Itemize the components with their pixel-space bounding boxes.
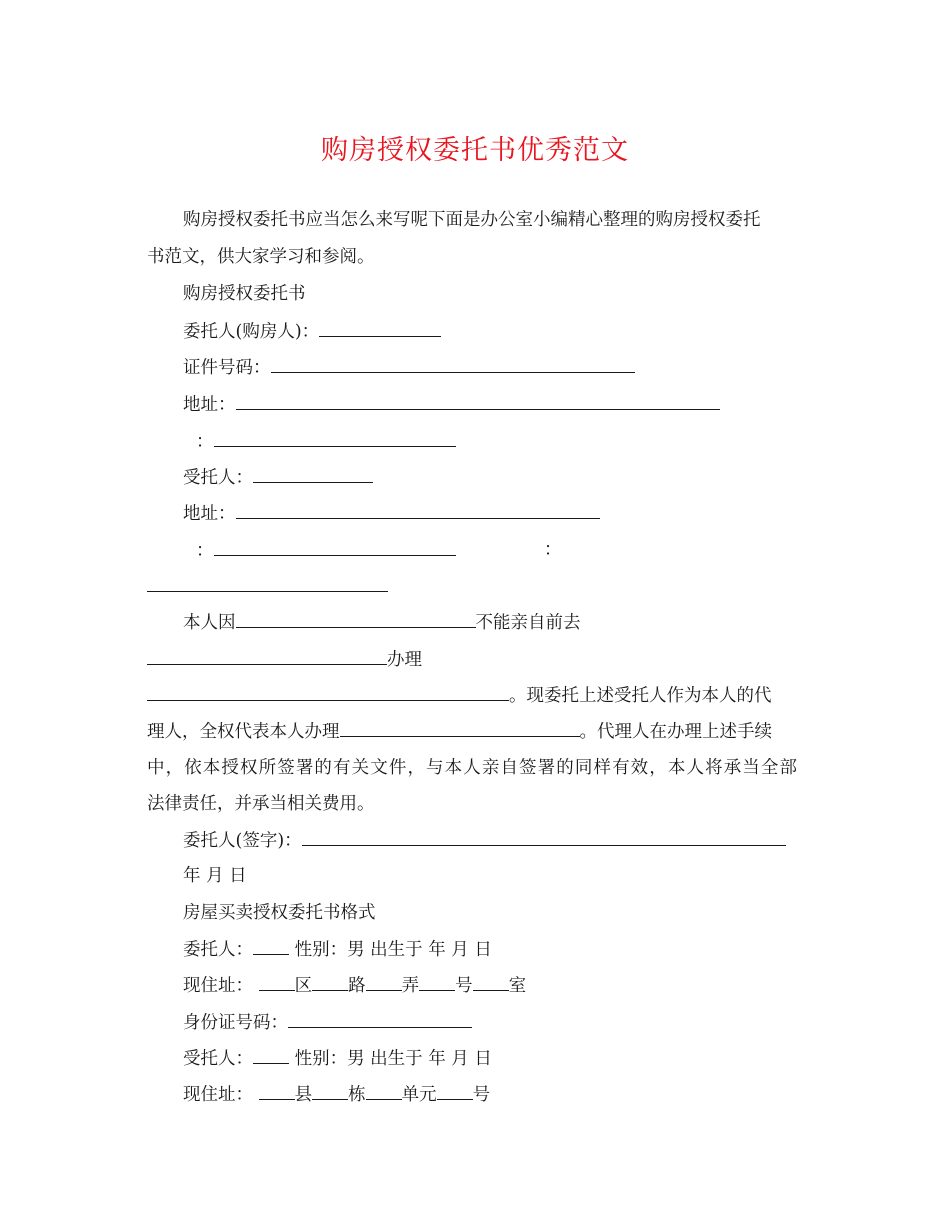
address-part: 单元 <box>401 1085 437 1105</box>
body-line-h: 法律责任，并承当相关费用。 <box>147 794 375 814</box>
format-principal-info: 性别：男 出生于 年 月 日 <box>289 940 492 960</box>
intro-line-2: 书范文，供大家学习和参阅。 <box>147 247 375 267</box>
format-agent-label: 受托人： <box>183 1049 253 1069</box>
blank <box>419 973 455 991</box>
reason-blank <box>236 610 476 628</box>
document-title: 购房授权委托书优秀范文 <box>321 135 629 166</box>
date-line: 年 月 日 <box>183 866 247 886</box>
agent-extra-field <box>196 538 456 563</box>
blank <box>312 973 348 991</box>
intro-line-1: 购房授权委托书应当怎么来写呢下面是办公室小编精心整理的购房授权委托 <box>183 210 761 230</box>
address-part: 区 <box>294 976 313 996</box>
blank <box>366 973 402 991</box>
principal-blank <box>319 319 441 337</box>
blank <box>473 973 509 991</box>
agency-text-2: 。代理人在办理上述手续 <box>579 722 772 742</box>
signature-label: 委托人(签字)： <box>183 831 302 851</box>
format-principal-label: 委托人： <box>183 940 253 960</box>
agent-extra-field-2 <box>544 538 562 562</box>
address-label: 地址： <box>183 395 236 415</box>
format-id-blank <box>288 1010 472 1028</box>
heading-sale-poa-format: 房屋买卖授权委托书格式 <box>183 903 376 923</box>
principal-label: 委托人(购房人)： <box>183 322 320 342</box>
principal-extra-field <box>196 429 456 454</box>
agent-extra-blank-2 <box>147 574 388 592</box>
handle-line <box>147 647 422 672</box>
address-part: 路 <box>348 976 366 996</box>
agency-text: 理人，全权代表本人办理 <box>147 722 340 742</box>
colon-label: ： <box>544 540 562 560</box>
address-part: 号 <box>472 1085 491 1105</box>
colon-label: ： <box>196 432 214 452</box>
format-principal-blank <box>253 937 289 955</box>
id-number-field <box>183 355 635 380</box>
format-address-line-2 <box>183 1082 490 1107</box>
reason-text-2: 不能亲自前去 <box>475 613 581 633</box>
signature-blank <box>302 828 786 846</box>
blank <box>366 1082 402 1100</box>
format-principal-line <box>183 937 492 962</box>
matter-line <box>147 683 772 708</box>
colon-label: ： <box>196 541 214 561</box>
handle-text: 办理 <box>387 650 422 670</box>
heading-purchase-poa: 购房授权委托书 <box>183 284 306 304</box>
agent-address-field <box>183 501 600 526</box>
format-agent-info: 性别：男 出生于 年 月 日 <box>289 1049 492 1069</box>
body-line-g: 中，依本授权所签署的有关文件，与本人亲自签署的同样有效，本人将承当全部 <box>147 758 797 778</box>
blank <box>259 1082 295 1100</box>
agent-address-blank <box>236 501 600 519</box>
format-address-label: 现住址： <box>183 1085 253 1105</box>
format-agent-blank <box>253 1046 289 1064</box>
matter-text: 。现委托上述受托人作为本人的代 <box>509 686 772 706</box>
address-part: 县 <box>294 1085 313 1105</box>
address-part: 栋 <box>348 1085 366 1105</box>
agent-extra-blank <box>214 538 456 556</box>
principal-field <box>183 319 441 344</box>
principal-address-field <box>183 392 720 417</box>
address-part: 室 <box>508 976 527 996</box>
principal-extra-blank <box>214 429 456 447</box>
blank <box>312 1082 348 1100</box>
agent-label: 受托人： <box>183 468 253 488</box>
signature-field <box>183 828 786 853</box>
address-part: 弄 <box>401 976 420 996</box>
format-address-label: 现住址： <box>183 976 253 996</box>
format-agent-line <box>183 1046 492 1071</box>
format-id-line <box>183 1010 472 1035</box>
id-number-label: 证件号码： <box>183 358 271 378</box>
address-part: 号 <box>455 976 473 996</box>
agent-field <box>183 465 373 490</box>
blank <box>437 1082 473 1100</box>
agent-blank <box>253 465 373 483</box>
agent-extra-blank-2-line <box>147 574 388 599</box>
principal-address-blank <box>236 392 720 410</box>
handle-blank <box>147 647 387 665</box>
agency-blank <box>340 719 580 737</box>
blank <box>259 973 295 991</box>
reason-line <box>183 610 581 635</box>
agency-line <box>147 719 772 744</box>
reason-text: 本人因 <box>183 613 236 633</box>
format-address-line-1 <box>183 973 526 998</box>
id-number-blank <box>271 355 635 373</box>
address-label: 地址： <box>183 504 236 524</box>
matter-blank <box>147 683 509 701</box>
format-id-label: 身份证号码： <box>183 1013 288 1033</box>
